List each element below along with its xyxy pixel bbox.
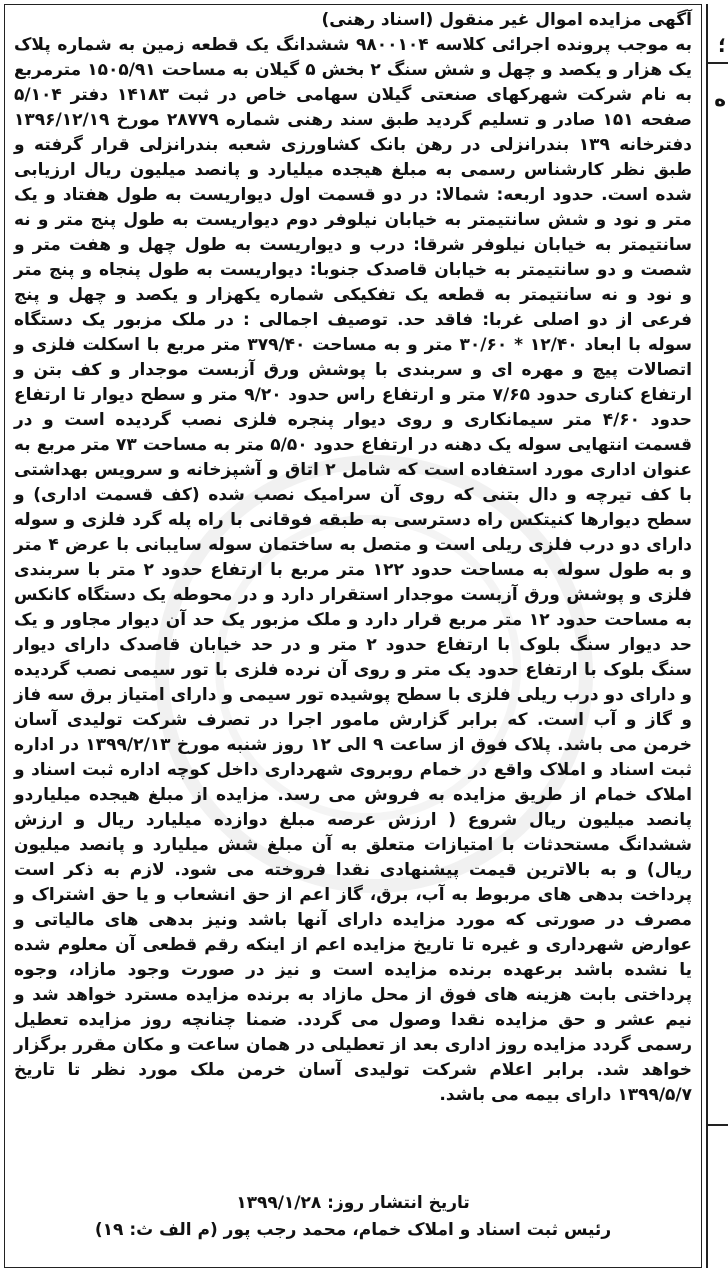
- side-fragment-char-2: ه: [714, 87, 726, 111]
- publish-date: تاریخ انتشار روز: ۱۳۹۹/۱/۲۸: [236, 1193, 470, 1213]
- signature-line: رئیس ثبت اسناد و املاک خمام، محمد رجب پور (م الف ث: ۱۹): [94, 1220, 612, 1240]
- side-divider-bottom: [708, 1124, 728, 1126]
- notice-title: آگهی مزایده اموال غیر منقول (اسناد رهنی): [321, 10, 692, 30]
- notice-body: به موجب پرونده اجرائی کلاسه ۹۸۰۰۱۰۴ ششدانگ یک قطعه زمین به شماره پلاک یک هزار و یکصد و چهل و شش سنگ ۲ بخش ۵ گیلان به مساحت ۱۵۰۵/۹۱ مترمربع به نام شرکت شهرکهای صنعتی گیلان سهامی خاص در ثبت ۱۴۱۸۳ دفتر ۵/۱۰۴ صفحه ۱۵۱ صادر و تسلیم گردید طبق سند رهنی شماره ۲۸۷۷۹ مورخ ۱۳۹۶/۱۲/۱۹ دفترخانه ۱۳۹ بندرانزلی در رهن بانک کشاورزی شعبه بندرانزلی قرار گرفته و طبق نظر کارشناس رسمی به مبلغ هیجده میلیارد و پانصد میلیون ریال ارزیابی شده است. حدود اربعه: شمالا: در دو قسمت اول دیواریست به طول هفتاد و یک متر و نود و شش سانتیمتر به خیابان نیلوفر دوم دیواریست به طول پنج متر و نه سانتیمتر به خیابان نیلوفر شرقا: درب و دیواریست به طول چهل و هفت متر و شصت و دو سانتیمتر به خیابان قاصدک جنوبا: دیواریست به طول پنجاه و پنج متر و نود و نه سانتیمتر به قطعه یک تفکیکی شماره یکهزار و یکصد و چهل و پنج فرعی از دو اصلی غربا: فاقد حد. توصیف اجمالی : در ملک مزبور یک دستگاه سوله با ابعاد ۱۲/۴۰ * ۳۰/۶۰ متر و به مساحت ۳۷۹/۴۰ متر مربع با اسکلت فلزی و اتصالات پیچ و مهره ای و سربندی با پوشش ورق آزبست موجدار و کف بتن و ارتفاع کناری حدود ۷/۶۵ متر و ارتفاع راس حدود ۹/۲۰ متر و سطح دیوار تا ارتفاع حدود ۴/۶۰ متر سیمانکاری و روی دیوار پنجره فلزی نصب گردیده است و در قسمت انتهایی سوله یک دهنه در ارتفاع حدود ۵/۵۰ متر به مساحت ۷۳ متر مربع به عنوان اداری مورد استفاده است که شامل ۲ اتاق و آشپزخانه و سرویس بهداشتی با کف تیرچه و دال بتنی که روی آن سرامیک نصب شده (کف قسمت اداری) و سطح دیوارها کنیتکس راه دسترسی به طبقه فوقانی با راه پله گرد فلزی و سوله دارای دو درب فلزی ریلی است و متصل به ساختمان سوله سایبانی با عرض ۴ متر و به طول سوله به مساحت حدود ۱۲۲ متر مربع با ارتفاع حدود ۲ متر با سربندی فلزی و پوشش ورق آزبست موجدار استقرار دارد و در محوطه یک دستگاه کانکس به مساحت حدود ۱۲ متر مربع قرار دارد و ملک مزبور یک حد آن دیوار مجاور و یک حد دیوار سنگ بلوک با ارتفاع حدود ۲ متر و در حد خیابان قاصدک دارای دیوار سنگ بلوک با ارتفاع حدود یک متر و روی آن نرده فلزی با تور سیمی نصب گردیده و دارای دو درب ریلی فلزی با سطح پوشیده تور سیمی و دارای امتیاز برق سه فاز و گاز و آب است. که برابر گزارش مامور اجرا در تصرف شرکت تولیدی آسان خرمن می باشد. پلاک فوق از ساعت ۹ الی ۱۲ روز شنبه مورخ ۱۳۹۹/۲/۱۳ در اداره ثبت اسناد و املاک واقع در خمام روبروی شهرداری داخل کوچه اداره ثبت اسناد و املاک خمام از طریق مزایده به فروش می رسد. مزایده از مبلغ هیجده میلیاردو پانصد میلیون ریال شروع ( ارزش عرصه مبلغ دوازده میلیارد ریال و ارزش ششدانگ مستحدثات با امتیازات متعلق به آن مبلغ شش میلیارد و پانصد میلیون ریال) و به بالاترین قیمت پیشنهادی نقدا فروخته می شود. لازم به ذکر است پرداخت بدهی های مربوط به آب، برق، گاز اعم از حق انشعاب و یا حق اشتراک و مصرف در صورتی که مورد مزایده دارای آنها باشد ونیز بدهی های مالیاتی و عوارض شهرداری و غیره تا تاریخ مزایده اعم از اینکه رقم قطعی آن معلوم شده یا نشده باشد برعهده برنده مزایده است و نیز در صورت وجود مازاد، وجوه پرداختی بابت هزینه های فوق از محل مازاد به برنده مزایده مسترد خواهد شد و نیم عشر و حق مزایده نقدا وصول می گردد. ضمنا چنانچه روز مزایده تعطیل رسمی گردد مزایده روز اداری بعد از تعطیلی در همان ساعت و مکان مقرر برگزار خواهد شد. برابر اعلام شرکت تولیدی آسان خرمن ملک مورد نظر تا تاریخ ۱۳۹۹/۵/۷ دارای بیمه می باشد.: [14, 35, 693, 1105]
- notice-footer: [14, 1190, 692, 1244]
- adjacent-column-fragment: [706, 4, 728, 1268]
- side-divider: [708, 62, 728, 64]
- side-fragment-char-1: ؛: [718, 33, 726, 57]
- notice-text: [14, 8, 692, 1108]
